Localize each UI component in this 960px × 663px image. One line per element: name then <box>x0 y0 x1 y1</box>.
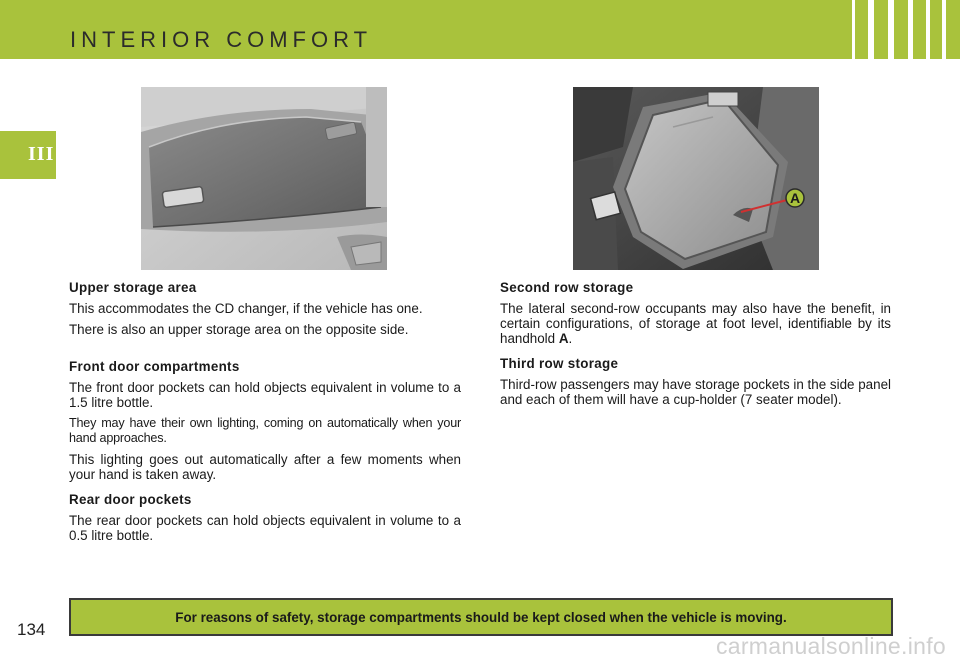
front-door-text-2: They may have their own lighting, coming on automatically when your hand approaches. <box>69 416 461 445</box>
page-header <box>0 0 960 59</box>
third-row-text: Third-row passengers may have storage pockets in the side panel and each of them will have a cup-holder (7 seater model). <box>500 377 891 407</box>
floor-storage-photo <box>573 87 819 270</box>
dashboard-storage-photo <box>141 87 387 270</box>
section-title: INTERIOR COMFORT <box>70 27 373 52</box>
second-row-text <box>500 301 891 346</box>
safety-warning-text: For reasons of safety, storage compartments should be kept closed when the vehicle is moving. <box>175 609 787 625</box>
upper-storage-heading: Upper storage area <box>69 280 197 295</box>
chapter-label: III <box>28 143 55 165</box>
left-column <box>69 280 461 549</box>
second-row-heading: Second row storage <box>500 280 634 295</box>
front-door-text-1: The front door pockets can hold objects equivalent in volume to a 1.5 litre bottle. <box>69 380 461 410</box>
upper-storage-text-1: This accommodates the CD changer, if the vehicle has one. <box>69 301 423 316</box>
right-column <box>500 280 891 413</box>
handhold-reference: A <box>558 331 569 346</box>
chapter-tab <box>0 131 56 179</box>
upper-storage-text-2: There is also an upper storage area on the opposite side. <box>69 322 409 337</box>
second-row-text-end: . <box>568 331 573 346</box>
rear-door-heading: Rear door pockets <box>69 492 192 507</box>
front-door-text-3: This lighting goes out automatically after a few moments when your hand is taken away. <box>69 452 461 482</box>
second-row-text-main: The lateral second-row occupants may also have the benefit, in certain configurations, of storage at foot level, identifiable by its handhold <box>500 301 891 346</box>
callout-a-label: A <box>789 190 801 206</box>
page-number: 134 <box>17 620 46 639</box>
rear-door-text-1: The rear door pockets can hold objects equivalent in volume to a 0.5 litre bottle. <box>69 513 461 543</box>
watermark: carmanualsonline.info <box>715 633 946 659</box>
third-row-heading: Third row storage <box>500 356 619 371</box>
front-door-heading: Front door compartments <box>69 359 240 374</box>
safety-warning-box <box>69 598 893 636</box>
